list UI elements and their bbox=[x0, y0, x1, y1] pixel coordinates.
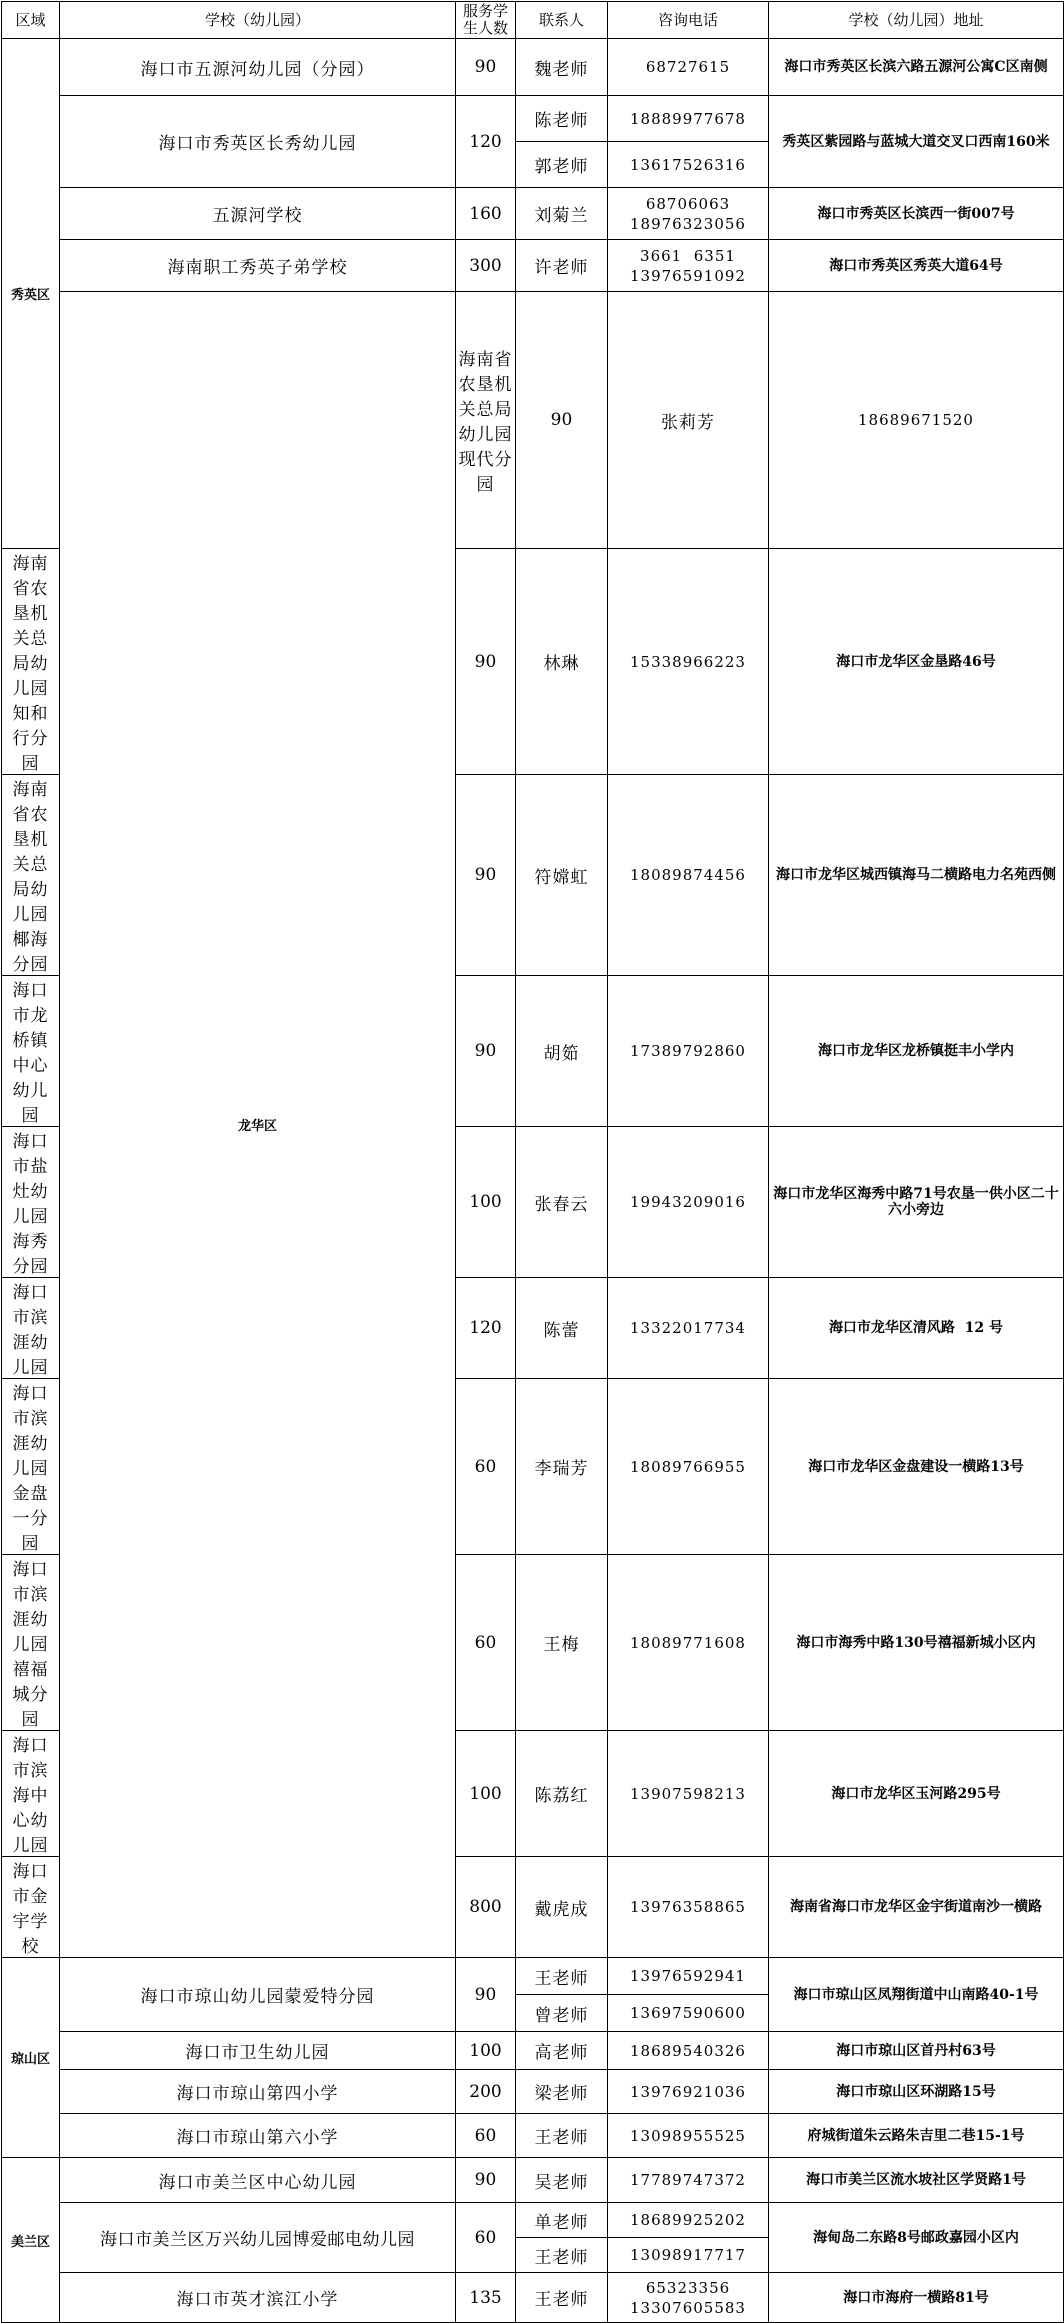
capacity: 90 bbox=[456, 39, 516, 96]
contact-person: 张莉芳 bbox=[608, 292, 769, 549]
phone bbox=[608, 188, 769, 240]
contact-person: 王梅 bbox=[516, 1555, 608, 1731]
capacity: 90 bbox=[456, 976, 516, 1127]
contact-person: 梁老师 bbox=[516, 2070, 608, 2114]
school-name: 海南职工秀英子弟学校 bbox=[60, 240, 456, 292]
contact-person: 王老师 bbox=[516, 2114, 608, 2158]
phone: 19943209016 bbox=[608, 1127, 769, 1278]
phone-line: 65323356 bbox=[645, 2278, 731, 2297]
table-row bbox=[2, 1958, 1064, 1995]
phone bbox=[608, 240, 769, 292]
phone: 13322017734 bbox=[608, 1278, 769, 1379]
contact-person: 陈老师 bbox=[516, 96, 608, 142]
address: 海口市龙华区金盘建设一横路13号 bbox=[769, 1379, 1064, 1555]
contact-person: 王老师 bbox=[516, 1958, 608, 1995]
address: 府城街道朱云路朱吉里二巷15-1号 bbox=[769, 2114, 1064, 2158]
school-name: 海口市滨海中心幼儿园 bbox=[2, 1731, 60, 1857]
capacity: 60 bbox=[456, 1379, 516, 1555]
capacity: 100 bbox=[456, 1127, 516, 1278]
address: 海口市琼山区环湖路15号 bbox=[769, 2070, 1064, 2114]
table-row bbox=[2, 96, 1064, 142]
capacity: 90 bbox=[456, 1958, 516, 2032]
capacity: 160 bbox=[456, 188, 516, 240]
phone: 18089874456 bbox=[608, 775, 769, 976]
phone: 15338966223 bbox=[608, 549, 769, 775]
school-name: 海口市盐灶幼儿园海秀分园 bbox=[2, 1127, 60, 1278]
phone: 18689671520 bbox=[769, 292, 1064, 549]
school-name: 海口市卫生幼儿园 bbox=[60, 2032, 456, 2070]
school-name: 海口市美兰区万兴幼儿园博爱邮电幼儿园 bbox=[60, 2203, 456, 2273]
phone bbox=[608, 2273, 769, 2323]
contact-person: 许老师 bbox=[516, 240, 608, 292]
address: 海口市海秀中路130号禧福新城小区内 bbox=[769, 1555, 1064, 1731]
header-capacity bbox=[456, 2, 516, 39]
phone: 13697590600 bbox=[608, 1995, 769, 2032]
capacity: 60 bbox=[456, 2114, 516, 2158]
school-contact-table bbox=[1, 1, 1064, 2323]
capacity: 200 bbox=[456, 2070, 516, 2114]
header-phone: 咨询电话 bbox=[608, 2, 769, 39]
table-row bbox=[2, 2070, 1064, 2114]
capacity: 90 bbox=[516, 292, 608, 549]
school-name: 五源河学校 bbox=[60, 188, 456, 240]
contact-person: 林琳 bbox=[516, 549, 608, 775]
school-name: 海口市美兰区中心幼儿园 bbox=[60, 2158, 456, 2203]
school-name: 海南省农垦机关总局幼儿园现代分园 bbox=[456, 292, 516, 549]
capacity: 135 bbox=[456, 2273, 516, 2323]
phone: 13098917717 bbox=[608, 2238, 769, 2273]
address: 海口市秀英区长滨西一街007号 bbox=[769, 188, 1064, 240]
header-address: 学校（幼儿园）地址 bbox=[769, 2, 1064, 39]
contact-person: 陈蕾 bbox=[516, 1278, 608, 1379]
phone: 13976592941 bbox=[608, 1958, 769, 1995]
header-school: 学校（幼儿园） bbox=[60, 2, 456, 39]
address: 海口市龙华区城西镇海马二横路电力名苑西侧 bbox=[769, 775, 1064, 976]
contact-person: 魏老师 bbox=[516, 39, 608, 96]
school-name: 海口市琼山第四小学 bbox=[60, 2070, 456, 2114]
capacity: 90 bbox=[456, 549, 516, 775]
school-name: 海口市英才滨江小学 bbox=[60, 2273, 456, 2323]
phone-line: 13976591092 bbox=[630, 266, 746, 285]
contact-person: 符嫦虹 bbox=[516, 775, 608, 976]
contact-person: 胡筎 bbox=[516, 976, 608, 1127]
address: 海口市龙华区清风路 12 号 bbox=[769, 1278, 1064, 1379]
address: 海口市龙华区玉河路295号 bbox=[769, 1731, 1064, 1857]
address: 海口市秀英区长滨六路五源河公寓C区南侧 bbox=[769, 39, 1064, 96]
capacity: 120 bbox=[456, 1278, 516, 1379]
header-district: 区域 bbox=[2, 2, 60, 39]
phone: 18689925202 bbox=[608, 2203, 769, 2238]
capacity: 120 bbox=[456, 96, 516, 188]
capacity: 300 bbox=[456, 240, 516, 292]
district-meilan: 美兰区 bbox=[2, 2158, 60, 2323]
district-qiongshan: 琼山区 bbox=[2, 1958, 60, 2158]
table-row bbox=[2, 240, 1064, 292]
contact-person: 王老师 bbox=[516, 2273, 608, 2323]
header-contact: 联系人 bbox=[516, 2, 608, 39]
contact-person: 曾老师 bbox=[516, 1995, 608, 2032]
phone-line: 68706063 bbox=[645, 194, 731, 213]
header-capacity-line1: 服务学 bbox=[462, 2, 508, 20]
school-name: 海南省农垦机关总局幼儿园椰海分园 bbox=[2, 775, 60, 976]
table-row bbox=[2, 292, 1064, 549]
district-longhua: 龙华区 bbox=[60, 292, 456, 1958]
contact-person: 郭老师 bbox=[516, 142, 608, 188]
capacity: 60 bbox=[456, 2203, 516, 2273]
capacity: 60 bbox=[456, 1555, 516, 1731]
address: 海口市龙华区海秀中路71号农垦一供小区二十六小旁边 bbox=[769, 1127, 1064, 1278]
phone: 18089766955 bbox=[608, 1379, 769, 1555]
school-name: 海口市琼山第六小学 bbox=[60, 2114, 456, 2158]
phone-line: 13307605583 bbox=[630, 2298, 746, 2317]
table-row bbox=[2, 2273, 1064, 2323]
contact-person: 吴老师 bbox=[516, 2158, 608, 2203]
school-name: 海口市金宇学校 bbox=[2, 1857, 60, 1958]
phone: 17389792860 bbox=[608, 976, 769, 1127]
table-row bbox=[2, 2032, 1064, 2070]
district-xiuying: 秀英区 bbox=[2, 39, 60, 549]
contact-person: 单老师 bbox=[516, 2203, 608, 2238]
contact-person: 张春云 bbox=[516, 1127, 608, 1278]
address: 海口市秀英区秀英大道64号 bbox=[769, 240, 1064, 292]
contact-person: 高老师 bbox=[516, 2032, 608, 2070]
header-row bbox=[2, 2, 1064, 39]
contact-person: 陈荔红 bbox=[516, 1731, 608, 1857]
address: 海口市琼山区首丹村63号 bbox=[769, 2032, 1064, 2070]
address: 海口市龙华区金垦路46号 bbox=[769, 549, 1064, 775]
address: 海甸岛二东路8号邮政嘉园小区内 bbox=[769, 2203, 1064, 2273]
phone: 13617526316 bbox=[608, 142, 769, 188]
capacity: 100 bbox=[456, 2032, 516, 2070]
phone: 18689540326 bbox=[608, 2032, 769, 2070]
school-name: 海口市秀英区长秀幼儿园 bbox=[60, 96, 456, 188]
phone: 17789747372 bbox=[608, 2158, 769, 2203]
table-row bbox=[2, 2158, 1064, 2203]
phone: 13098955525 bbox=[608, 2114, 769, 2158]
school-name: 海口市滨涯幼儿园禧福城分园 bbox=[2, 1555, 60, 1731]
contact-person: 戴虎成 bbox=[516, 1857, 608, 1958]
header-capacity-line2: 生人数 bbox=[462, 19, 508, 37]
address: 海口市龙华区龙桥镇挺丰小学内 bbox=[769, 976, 1064, 1127]
capacity: 800 bbox=[456, 1857, 516, 1958]
contact-person: 刘菊兰 bbox=[516, 188, 608, 240]
phone: 18889977678 bbox=[608, 96, 769, 142]
capacity: 90 bbox=[456, 2158, 516, 2203]
school-name: 海口市龙桥镇中心幼儿园 bbox=[2, 976, 60, 1127]
table-row bbox=[2, 2203, 1064, 2238]
phone: 68727615 bbox=[608, 39, 769, 96]
phone-line: 3661 6351 bbox=[640, 246, 736, 265]
school-name: 海口市五源河幼儿园（分园） bbox=[60, 39, 456, 96]
phone: 13907598213 bbox=[608, 1731, 769, 1857]
address: 海口市海府一横路81号 bbox=[769, 2273, 1064, 2323]
address: 海口市琼山区凤翔街道中山南路40-1号 bbox=[769, 1958, 1064, 2032]
school-name: 海口市滨涯幼儿园 bbox=[2, 1278, 60, 1379]
phone: 13976921036 bbox=[608, 2070, 769, 2114]
phone: 18089771608 bbox=[608, 1555, 769, 1731]
address: 海南省海口市龙华区金宇街道南沙一横路 bbox=[769, 1857, 1064, 1958]
table-row bbox=[2, 2114, 1064, 2158]
capacity: 100 bbox=[456, 1731, 516, 1857]
table-row bbox=[2, 188, 1064, 240]
school-name: 海口市滨涯幼儿园金盘一分园 bbox=[2, 1379, 60, 1555]
address: 海口市美兰区流水坡社区学贤路1号 bbox=[769, 2158, 1064, 2203]
contact-person: 王老师 bbox=[516, 2238, 608, 2273]
capacity: 90 bbox=[456, 775, 516, 976]
contact-person: 李瑞芳 bbox=[516, 1379, 608, 1555]
phone-line: 18976323056 bbox=[630, 214, 746, 233]
table-row bbox=[2, 39, 1064, 96]
school-name: 海南省农垦机关总局幼儿园知和行分园 bbox=[2, 549, 60, 775]
school-name: 海口市琼山幼儿园蒙爱特分园 bbox=[60, 1958, 456, 2032]
address: 秀英区紫园路与蓝城大道交叉口西南160米 bbox=[769, 96, 1064, 188]
phone: 13976358865 bbox=[608, 1857, 769, 1958]
